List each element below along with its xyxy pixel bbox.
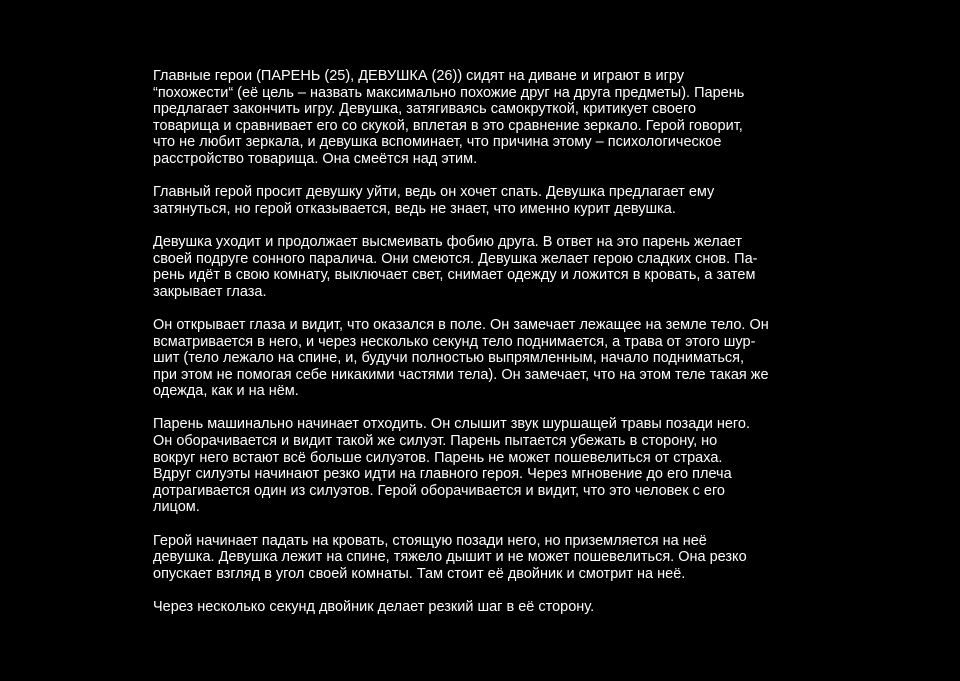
- paragraph-line: Главный герой просит девушку уйти, ведь он хочет спать. Девушка предлагает ему: [153, 184, 715, 201]
- paragraph-line: всматривается в него, и через несколько секунд тело поднимается, а трава от этого шур-: [153, 333, 756, 350]
- paragraph-6: [153, 533, 813, 583]
- paragraph-3: [153, 234, 813, 300]
- paragraph-line: затянуться, но герой отказывается, ведь не знает, что именно курит девушка.: [153, 200, 676, 217]
- paragraph-line: Герой начинает падать на кровать, стоящую позади него, но приземляется на неё: [153, 532, 707, 549]
- paragraph-5: [153, 416, 813, 516]
- paragraph-line: при этом не помогая себе никакими частями тела). Он замечает, что на этом теле такая же: [153, 366, 769, 383]
- paragraph-4: [153, 317, 813, 400]
- paragraph-line: что не любит зеркала, и девушка вспоминает, что причина этому – психологическое: [153, 134, 722, 151]
- paragraph-line: Он оборачивается и видит такой же силуэт. Парень пытается убежать в сторону, но: [153, 433, 718, 450]
- paragraph-1: [153, 68, 813, 168]
- paragraph-line: лицом.: [153, 499, 200, 516]
- paragraph-line: дотрагивается один из силуэтов. Герой оборачивается и видит, что это человек с его: [153, 482, 725, 499]
- paragraph-2: [153, 184, 813, 217]
- paragraph-line: Парень машинально начинает отходить. Он слышит звук шуршащей травы позади него.: [153, 416, 750, 433]
- paragraph-line: Девушка уходит и продолжает высмеивать фобию друга. В ответ на это парень желает: [153, 233, 743, 250]
- paragraph-7: [153, 599, 813, 616]
- paragraph-line: Вдруг силуэты начинают резко идти на главного героя. Через мгновение до его плеча: [153, 466, 732, 483]
- paragraph-line: Он открывает глаза и видит, что оказался в поле. Он замечает лежащее на земле тело. Он: [153, 316, 769, 333]
- paragraph-line: Главные герои (ПАРЕНЬ (25), ДЕВУШКА (26)) сидят на диване и играют в игру: [153, 68, 685, 84]
- synopsis-text: [153, 68, 813, 632]
- paragraph-line: закрывает глаза.: [153, 283, 267, 300]
- paragraph-line: своей подруге сонного паралича. Они смеются. Девушка желает герою сладких снов. Па-: [153, 250, 758, 267]
- paragraph-line: “похожести“ (её цель – назвать максимально похожие друг на друга предметы). Парень: [153, 84, 745, 101]
- paragraph-line: одежда, как и на нём.: [153, 383, 299, 400]
- paragraph-line: девушка. Девушка лежит на спине, тяжело дышит и не может пошевелиться. Она резко: [153, 549, 747, 566]
- paragraph-line: предлагает закончить игру. Девушка, затягиваясь самокруткой, критикует своего: [153, 101, 697, 118]
- paragraph-line: шит (тело лежало на спине, и, будучи полностью выпрямленным, начало подниматься,: [153, 350, 745, 367]
- paragraph-line: опускает взгляд в угол своей комнаты. Там стоит её двойник и смотрит на неё.: [153, 565, 686, 582]
- paragraph-line: рень идёт в свою комнату, выключает свет, снимает одежду и ложится в кровать, а затем: [153, 267, 756, 284]
- paragraph-line: расстройство товарища. Она смеётся над этим.: [153, 150, 478, 167]
- paragraph-line: вокруг него встают всё больше силуэтов. Парень не может пошевелиться от страха.: [153, 449, 723, 466]
- paragraph-line: товарища и сравнивает его со скукой, вплетая в это сравнение зеркало. Герой говорит,: [153, 117, 743, 134]
- paragraph-line: Через несколько секунд двойник делает резкий шаг в её сторону.: [153, 599, 595, 615]
